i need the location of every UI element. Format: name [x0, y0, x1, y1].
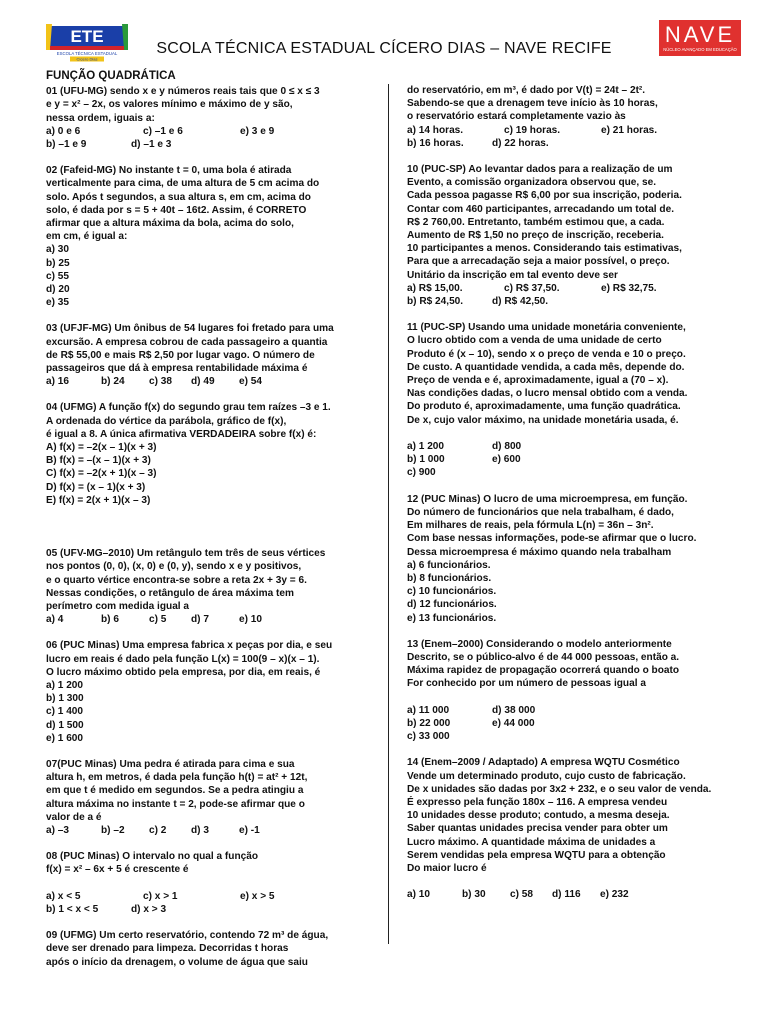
question-text-line: após o início da drenagem, o volume de água que saiu — [46, 956, 308, 968]
answer-options-row — [407, 440, 732, 453]
answer-option: d) 3 — [191, 824, 209, 836]
answer-options-row — [407, 888, 732, 901]
question-text-line: Contar com 460 participantes, arrecadando um total de. — [407, 203, 674, 215]
answer-options-row — [46, 375, 371, 388]
question-text-line: d) 12 funcionários. — [407, 599, 497, 611]
question-block — [407, 493, 732, 625]
question-text-line: 06 (PUC Minas) Uma empresa fabrica x peças por dia, e seu — [46, 640, 333, 652]
answer-option: c) –1 e 6 — [143, 125, 183, 137]
question-text-line: 10 unidades desse produto; contudo, a mesma deseja. — [407, 810, 670, 822]
answer-option: d) 49 — [191, 376, 215, 388]
right-column — [407, 84, 732, 915]
answer-options-row — [407, 704, 732, 717]
question-text-line: For conhecido por um número de pessoas igual a — [407, 678, 646, 690]
answer-option: a) 4 — [46, 614, 64, 626]
question-text-line — [407, 875, 732, 888]
page-title: SCOLA TÉCNICA ESTADUAL CÍCERO DIAS – NAVE RECIFE — [156, 40, 612, 57]
answer-option: b) 30 — [462, 889, 486, 901]
ete-logo-text: ETE — [70, 27, 104, 46]
question-block — [407, 638, 732, 744]
question-text-line — [407, 427, 732, 440]
question-text-line: e) 1 600 — [46, 732, 84, 744]
answer-option: b) –2 — [101, 824, 125, 836]
question-text-line: passageiros que dá à empresa rentabilidade máxima é — [46, 363, 308, 375]
answer-option: d) 38 000 — [492, 704, 536, 716]
question-block — [407, 163, 732, 308]
nave-logo-text: NAVE — [664, 22, 736, 47]
question-text-line: nessa ordem, iguais a: — [46, 112, 155, 124]
answer-options-row — [46, 125, 371, 138]
answer-options-row — [46, 890, 371, 903]
answer-option: a) 16 — [46, 376, 70, 388]
left-column — [46, 70, 371, 982]
answer-option: a) 14 horas. — [407, 124, 464, 136]
question-block — [46, 758, 371, 837]
question-text-line: altura h, em metros, é dada pela função h(t) = at² + 12t, — [46, 772, 308, 784]
question-block — [46, 322, 371, 388]
answer-option: e) x > 5 — [240, 890, 275, 902]
answer-option: c) 33 000 — [407, 731, 450, 743]
answer-option: c) x > 1 — [143, 890, 178, 902]
question-block — [46, 401, 371, 507]
question-text-line: é igual a 8. A única afirmativa VERDADEIRA sobre f(x) é: — [46, 428, 317, 440]
answer-option: e) 44 000 — [492, 717, 535, 729]
answer-option: b) 6 — [101, 614, 119, 626]
svg-text:NÚCLEO AVANÇADO EM EDUCAÇÃO: NÚCLEO AVANÇADO EM EDUCAÇÃO — [663, 47, 737, 52]
right-questions — [407, 84, 732, 902]
question-text-line: Lucro máximo. A quantidade máxima de unidades a — [407, 836, 656, 848]
answer-option: e) 10 — [239, 614, 263, 626]
question-text-line: valor de a é — [46, 811, 102, 823]
answer-option: e) 3 e 9 — [240, 125, 275, 137]
question-text-line: 05 (UFV-MG–2010) Um retângulo tem três de seus vértices — [46, 548, 326, 560]
question-text-line: d) 20 — [46, 284, 70, 296]
column-divider — [388, 84, 389, 944]
question-text-line: Preço de venda e é, aproximadamente, igual a (70 – x). — [407, 375, 669, 387]
question-text-line: De custo. A quantidade vendida, a cada mês, depende do. — [407, 361, 685, 373]
question-block — [46, 547, 371, 626]
question-text-line: e o quarto vértice encontra-se sobre a reta 2x + 3y = 6. — [46, 574, 307, 586]
question-text-line: 10 participantes a menos. Considerando tais estimativas, — [407, 243, 682, 255]
question-text-line: do reservatório, em m³, é dado por V(t) = 24t – 2t². — [407, 85, 646, 96]
question-text-line: 07(PUC Minas) Uma pedra é atirada para cima e sua — [46, 758, 295, 770]
question-text-line: De x, cujo valor máximo, na unidade monetária usada, é. — [407, 414, 679, 426]
answer-option: a) 10 — [407, 889, 431, 901]
question-text-line — [46, 877, 371, 890]
answer-option: a) 1 200 — [407, 441, 445, 453]
question-block — [407, 84, 732, 150]
question-text-line: A ordenada do vértice da parábola, gráfico de f(x), — [46, 415, 287, 427]
answer-option: e) 54 — [239, 376, 263, 388]
question-text-line: Nessas condições, o retângulo de área máxima tem — [46, 587, 294, 599]
question-text-line: 01 (UFU-MG) sendo x e y números reais tais que 0 ≤ x ≤ 3 — [46, 86, 320, 98]
answer-options-row — [407, 124, 732, 137]
question-text-line: Máxima rapidez de propagação ocorrerá quando o boato — [407, 665, 680, 677]
answer-option: a) x < 5 — [46, 890, 81, 902]
answer-options-row — [46, 613, 371, 626]
question-text-line: Evento, a comissão organizadora observou que, se. — [407, 177, 657, 189]
question-text-line: b) 8 funcionários. — [407, 572, 492, 584]
question-text-line: em cm, é igual a: — [46, 231, 128, 243]
answer-options-row — [407, 466, 732, 479]
question-text-line: A) f(x) = –2(x – 1)(x + 3) — [46, 442, 157, 454]
question-text-line: a) 30 — [46, 244, 70, 256]
question-block — [46, 929, 371, 969]
question-text-line: excursão. A empresa cobrou de cada passageiro a quantia — [46, 336, 328, 348]
question-text-line: Aumento de R$ 1,50 no preço de inscrição, receberia. — [407, 230, 664, 242]
answer-options-row — [407, 282, 732, 295]
question-text-line: e y = x² – 2x, os valores mínimo e máximo de y são, — [46, 99, 293, 111]
question-text-line: Sabendo-se que a drenagem teve início às 10 horas, — [407, 98, 658, 110]
answer-options-row — [407, 295, 732, 308]
question-text-line: Com base nessas informações, pode-se afirmar que o lucro. — [407, 533, 697, 545]
question-block — [407, 756, 732, 901]
question-text-line: É expresso pela função 180x – 116. A empresa vendeu — [407, 796, 668, 808]
question-text-line: B) f(x) = –(x – 1)(x + 3) — [46, 455, 151, 467]
answer-option: e) 600 — [492, 454, 521, 466]
question-text-line: Unitário da inscrição em tal evento deve ser — [407, 269, 618, 281]
question-text-line: altura máxima no instante t = 2, pode-se afirmar que o — [46, 798, 305, 810]
answer-option: a) 0 e 6 — [46, 125, 81, 137]
question-text-line: d) 1 500 — [46, 719, 84, 731]
question-text-line: 02 (Fafeid-MG) No instante t = 0, uma bola é atirada — [46, 165, 292, 177]
question-text-line: O lucro máximo obtido pela empresa, por dia, em reais, é — [46, 666, 321, 678]
question-text-line: lucro em reais é dado pela função L(x) = 100(9 – x)(x – 1). — [46, 653, 320, 665]
answer-options-row — [407, 137, 732, 150]
question-text-line: O lucro obtido com a venda de uma unidade de certo — [407, 335, 662, 347]
question-text-line: Serem vendidas pela empresa WQTU para a obtenção — [407, 849, 666, 861]
question-block — [46, 85, 371, 151]
question-text-line: 14 (Enem–2009 / Adaptado) A empresa WQTU Cosmético — [407, 757, 680, 769]
question-text-line: a) 6 funcionários. — [407, 559, 491, 571]
answer-options-row — [46, 824, 371, 837]
question-text-line: Do maior lucro é — [407, 862, 487, 874]
question-text-line: Descrito, se o público-alvo é de 44 000 pessoas, então a. — [407, 651, 680, 663]
question-text-line: verticalmente para cima, de uma altura de 5 cm acima do — [46, 178, 320, 190]
answer-option: d) R$ 42,50. — [492, 296, 549, 308]
question-text-line: nos pontos (0, 0), (x, 0) e (0, y), sendo x e y positivos, — [46, 561, 302, 573]
question-block — [46, 850, 371, 916]
answer-options-row — [407, 730, 732, 743]
question-text-line: 03 (UFJF-MG) Um ônibus de 54 lugares foi fretado para uma — [46, 323, 334, 335]
answer-option: d) 22 horas. — [492, 137, 549, 149]
question-text-line: em que t é medido em segundos. Se a pedra atingiu a — [46, 785, 304, 797]
answer-option: b) 1 000 — [407, 454, 445, 466]
answer-option: d) –1 e 3 — [131, 139, 172, 151]
question-block — [46, 164, 371, 309]
svg-text:ESCOLA TÉCNICA ESTADUAL: ESCOLA TÉCNICA ESTADUAL — [56, 51, 118, 56]
question-text-line: afirmar que a altura máxima da bola, acima do solo, — [46, 218, 294, 230]
answer-option: e) R$ 32,75. — [601, 282, 657, 294]
answer-option: c) 58 — [510, 889, 534, 901]
question-text-line: de R$ 55,00 e mais R$ 2,50 por lugar vago. O número de — [46, 349, 315, 361]
question-text-line: b) 1 300 — [46, 693, 84, 705]
question-text-line: perímetro com medida igual a — [46, 600, 190, 612]
question-text-line: Para que a arrecadação seja a maior possível, o preço. — [407, 256, 670, 268]
question-text-line: Do número de funcionários que nela trabalham, é dado, — [407, 506, 674, 518]
question-text-line: solo. Após t segundos, a sua altura s, em cm, acima do — [46, 191, 311, 203]
answer-option: b) R$ 24,50. — [407, 296, 464, 308]
section-title: FUNÇÃO QUADRÁTICA — [46, 70, 176, 82]
question-text-line: b) 25 — [46, 257, 70, 269]
question-text-line: deve ser drenado para limpeza. Decorridas t horas — [46, 943, 289, 955]
question-text-line: E) f(x) = 2(x + 1)(x – 3) — [46, 494, 151, 506]
answer-option: e) 21 horas. — [601, 124, 658, 136]
answer-option: a) –3 — [46, 824, 70, 836]
answer-option: e) 232 — [600, 889, 629, 901]
question-text-line: c) 55 — [46, 270, 70, 282]
svg-text:Cícero Dias: Cícero Dias — [76, 56, 98, 62]
question-text-line: 11 (PUC-SP) Usando uma unidade monetária conveniente, — [407, 322, 686, 334]
question-text-line: o reservatório estará completamente vazio às — [407, 111, 626, 123]
answer-option: d) 7 — [191, 614, 209, 626]
answer-option: c) 900 — [407, 467, 436, 479]
question-text-line: Do produto é, aproximadamente, uma função quadrática. — [407, 401, 681, 413]
answer-options-row — [46, 903, 371, 916]
question-text-line: Dessa microempresa é máximo quando nela trabalham — [407, 546, 672, 558]
answer-option: a) 11 000 — [407, 704, 450, 716]
question-text-line: solo, é dada por s = 5 + 40t – 16t2. Assim, é CORRETO — [46, 204, 307, 216]
question-text-line: 13 (Enem–2000) Considerando o modelo anteriormente — [407, 638, 672, 650]
question-text-line: 04 (UFMG) A função f(x) do segundo grau tem raízes –3 e 1. — [46, 402, 331, 414]
question-text-line: Produto é (x – 10), sendo x o preço de venda e 10 o preço. — [407, 348, 686, 360]
question-text-line: e) 13 funcionários. — [407, 612, 497, 624]
answer-option: c) 2 — [149, 824, 167, 836]
question-text-line: e) 35 — [46, 297, 70, 309]
answer-option: d) 800 — [492, 441, 522, 453]
question-text-line: Nas condições dadas, o lucro mensal obtido com a venda. — [407, 388, 688, 400]
question-text-line: c) 1 400 — [46, 706, 84, 718]
question-text-line — [407, 691, 732, 704]
question-text-line: Em milhares de reais, pela fórmula L(n) = 36n – 3n². — [407, 520, 654, 532]
question-text-line: a) 1 200 — [46, 679, 84, 691]
question-text-line: Vende um determinado produto, cujo custo de fabricação. — [407, 770, 686, 782]
question-text-line: 12 (PUC Minas) O lucro de uma microempresa, em função. — [407, 493, 688, 505]
answer-option: c) 19 horas. — [504, 124, 561, 136]
answer-option: b) 1 < x < 5 — [46, 903, 99, 915]
question-block — [407, 321, 732, 479]
question-text-line: c) 10 funcionários. — [407, 586, 497, 598]
question-text-line: 09 (UFMG) Um certo reservatório, contendo 72 m³ de água, — [46, 930, 329, 942]
question-text-line: C) f(x) = –2(x + 1)(x – 3) — [46, 468, 157, 480]
answer-option: b) 16 horas. — [407, 137, 464, 149]
question-text-line: 10 (PUC-SP) Ao levantar dados para a realização de um — [407, 164, 673, 176]
question-text-line: 08 (PUC Minas) O intervalo no qual a função — [46, 851, 259, 863]
answer-options-row — [46, 138, 371, 151]
question-text-line: Saber quantas unidades precisa vender para obter um — [407, 823, 668, 835]
answer-options-row — [407, 717, 732, 730]
answer-option: b) –1 e 9 — [46, 139, 87, 151]
answer-option: c) 5 — [149, 614, 167, 626]
question-text-line: D) f(x) = (x – 1)(x + 3) — [46, 481, 146, 493]
answer-option: b) 24 — [101, 376, 125, 388]
question-text-line: De x unidades são dadas por 3x2 + 232, e o seu valor de venda. — [407, 783, 712, 795]
answer-option: e) -1 — [239, 824, 260, 836]
answer-option: a) R$ 15,00. — [407, 282, 463, 294]
question-text-line: Cada pessoa pagasse R$ 6,00 por sua inscrição, poderia. — [407, 190, 682, 202]
answer-option: d) x > 3 — [131, 903, 167, 915]
question-block — [46, 639, 371, 745]
question-text-line: R$ 2 760,00. Entretanto, também estimou que, a cada. — [407, 216, 665, 228]
left-questions — [46, 85, 371, 969]
answer-option: c) 38 — [149, 376, 173, 388]
answer-option: b) 22 000 — [407, 717, 451, 729]
answer-options-row — [407, 453, 732, 466]
answer-option: d) 116 — [552, 889, 581, 901]
answer-option: c) R$ 37,50. — [504, 282, 560, 294]
question-text-line: f(x) = x² – 6x + 5 é crescente é — [46, 864, 189, 876]
